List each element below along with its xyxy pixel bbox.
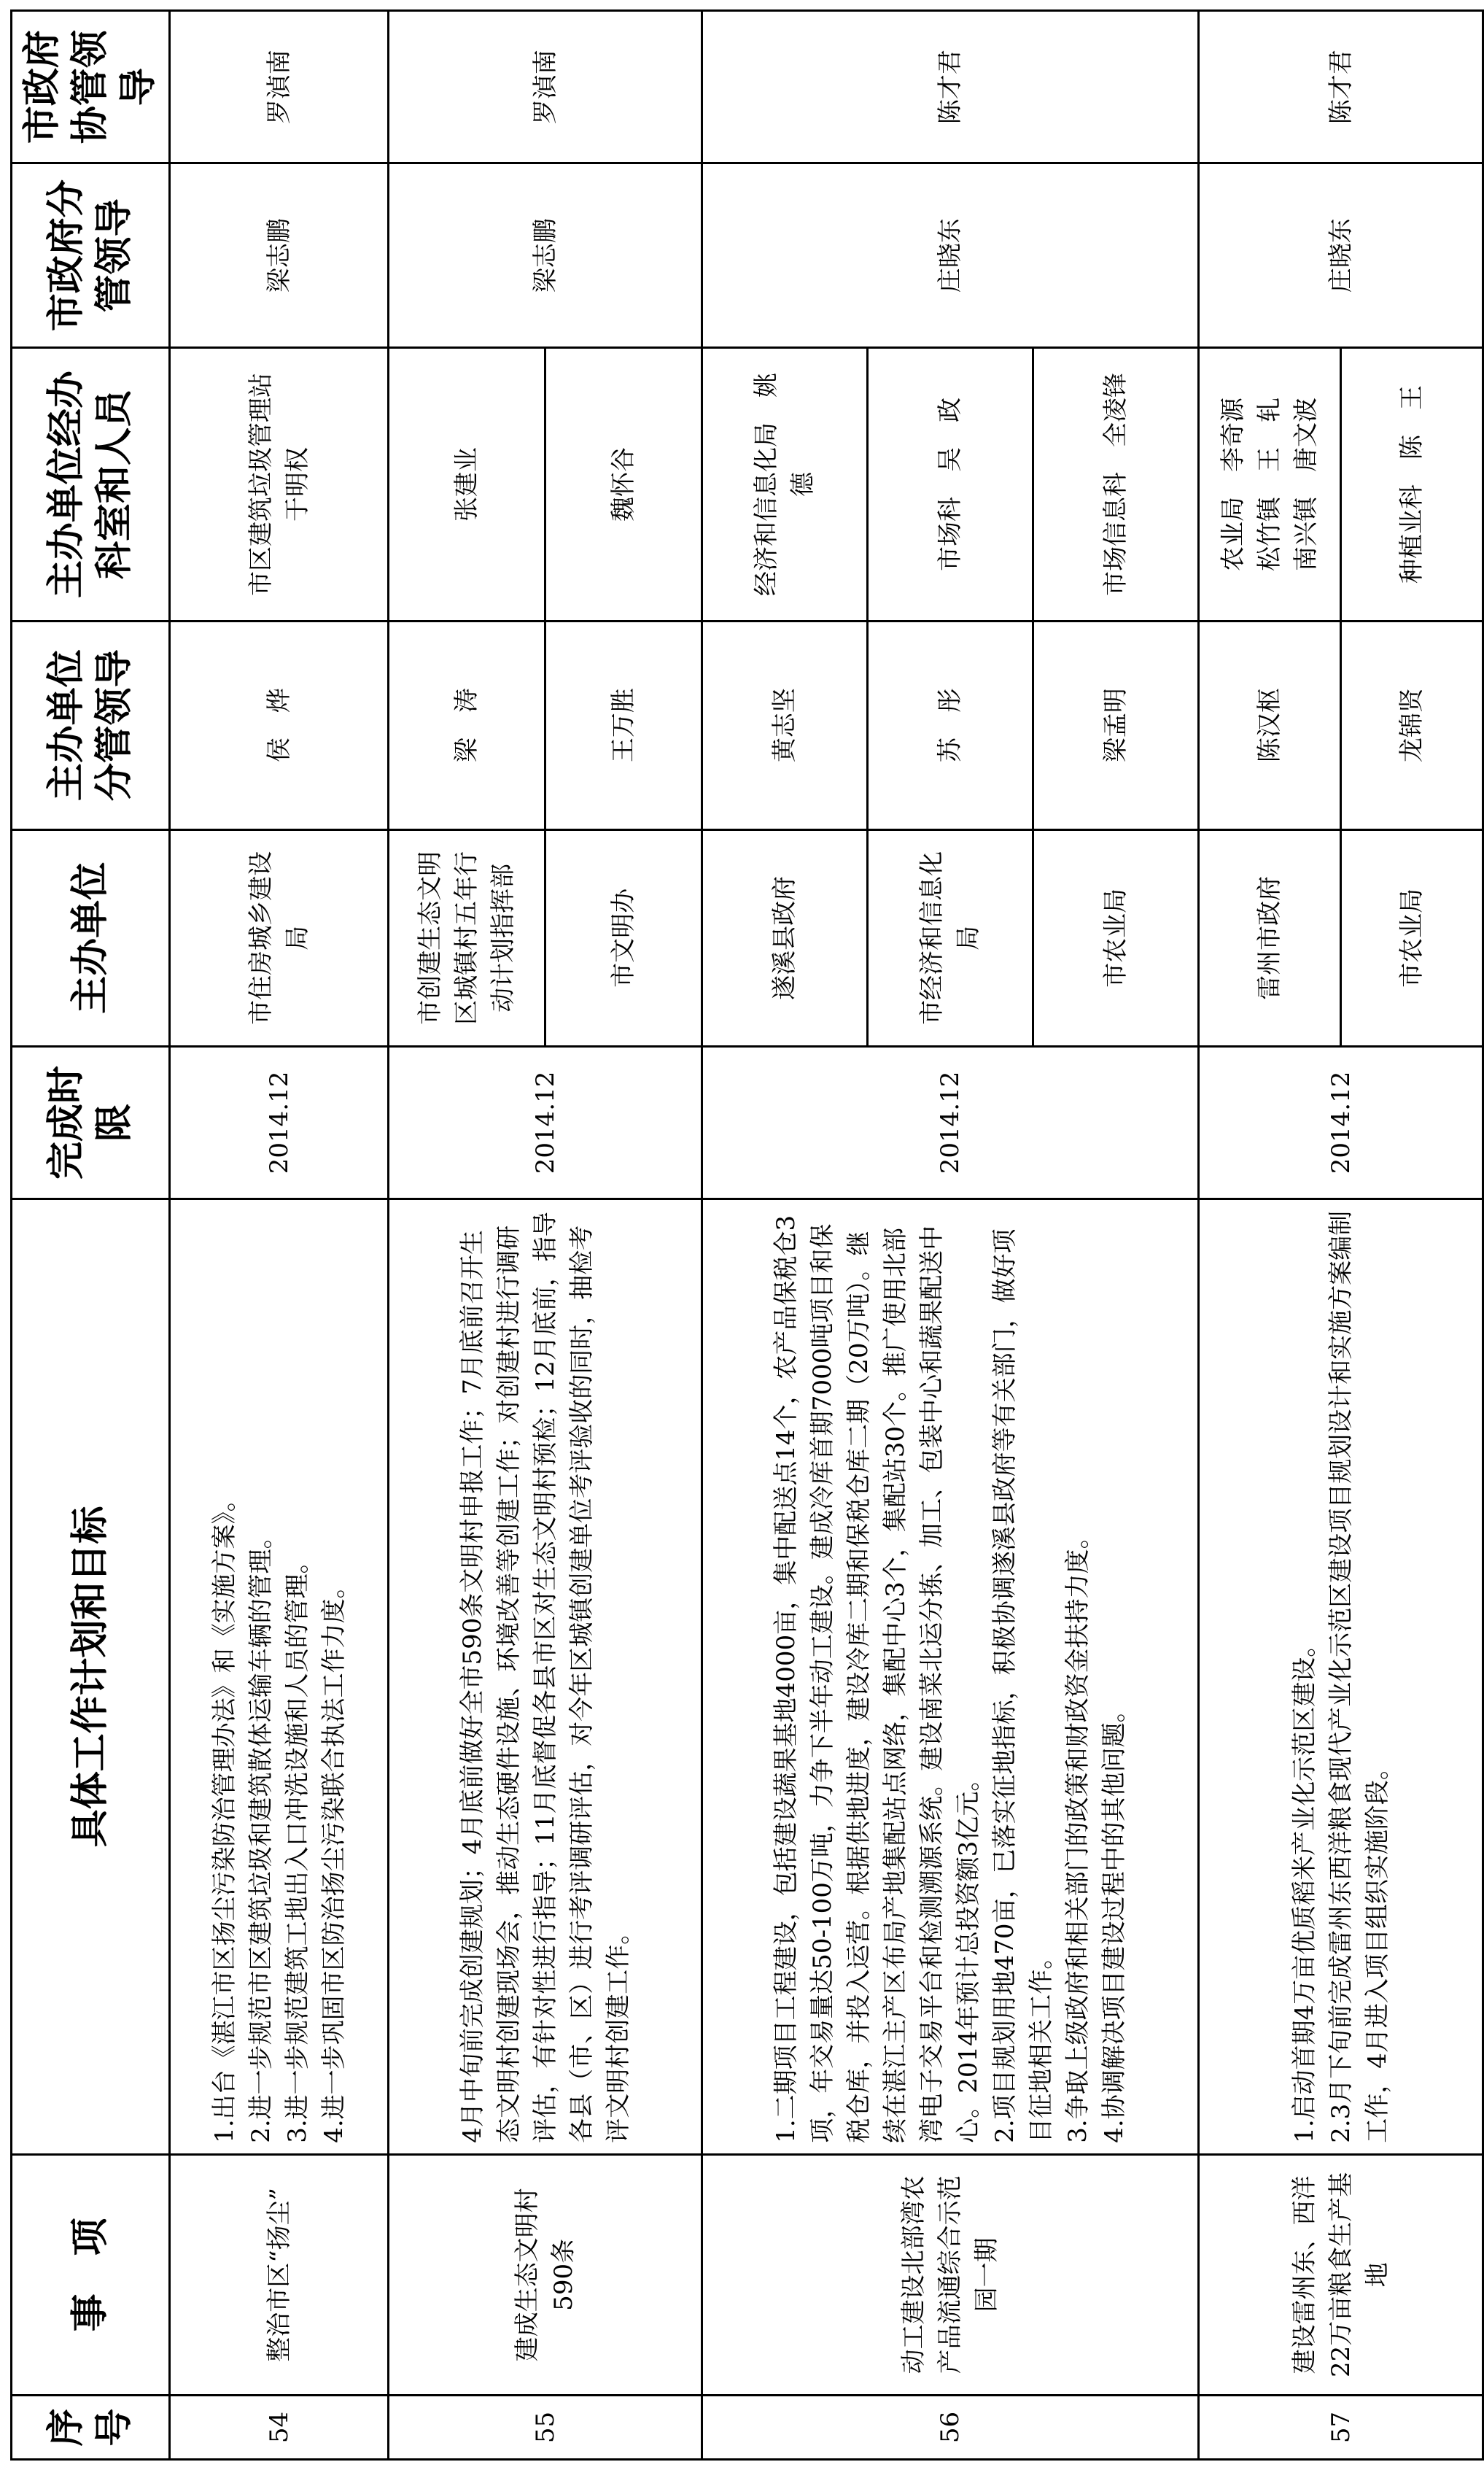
header-jingban: 主办单位经办科室和人员 xyxy=(12,348,170,621)
row-details xyxy=(170,1199,389,2155)
staff-line: 松竹镇 王 轧 xyxy=(1255,397,1284,571)
host-unit: 市住房城乡建设局 xyxy=(170,829,389,1046)
row-deadline: 2014.12 xyxy=(170,1046,389,1199)
row-number: 57 xyxy=(1199,2395,1483,2459)
row-item: 整治市区“扬尘” xyxy=(170,2154,389,2395)
assist-leader: 罗湞南 xyxy=(389,11,702,163)
city-leader: 梁志鹏 xyxy=(170,163,389,348)
row-details xyxy=(389,1199,702,2155)
host-unit: 市文明办 xyxy=(545,829,702,1046)
detail-line: 2.3月下旬前完成雷州东西洋粮食现代产业化示范区建设项目规划设计和实施方案编制工作，4月进入项目组织实施阶段。 xyxy=(1326,1210,1392,2143)
detail-line: 3.进一步规范建筑工地出入口冲洗设施和人员的管理。 xyxy=(282,1549,312,2143)
unit-staff: 魏怀谷 xyxy=(545,348,702,621)
city-leader: 庄晓东 xyxy=(702,163,1199,348)
host-unit: 市农业局 xyxy=(1341,829,1483,1046)
row-deadline: 2014.12 xyxy=(702,1046,1199,1199)
detail-line: 4.协调解决项目建设过程中的其他问题。 xyxy=(1100,1697,1129,2143)
unit-leader: 侯 烨 xyxy=(170,621,389,829)
header-shixiang: 事 项 xyxy=(12,2154,170,2395)
table-row xyxy=(170,11,389,2460)
host-unit: 市经济和信息化局 xyxy=(868,829,1033,1046)
unit-staff: 经济和信息化局 姚 德 xyxy=(702,348,868,621)
host-unit: 市农业局 xyxy=(1033,829,1199,1046)
header-zhuban: 主办单位 xyxy=(12,829,170,1046)
detail-line: 2.项目规划用地470亩，已落实征地指标，积极协调遂溪县政府等有关部门，做好项目征地相关工作。 xyxy=(990,1228,1056,2143)
staff-line: 南兴镇 唐文波 xyxy=(1291,397,1321,571)
assist-leader: 罗湞南 xyxy=(170,11,389,163)
unit-leader: 陈汉枢 xyxy=(1199,621,1341,829)
header-fenguan: 主办单位分管领导 xyxy=(12,621,170,829)
detail-line: 1.出台《湛江市区扬尘污染防治管理办法》和《实施方案》。 xyxy=(209,1487,239,2143)
row-item: 动工建设北部湾农产品流通综合示范园一期 xyxy=(702,2154,1199,2395)
detail-line: 3.争取上级政府和相关部门的政策和财政资金扶持力度。 xyxy=(1063,1524,1092,2143)
detail-line: 1.启动首期4万亩优质稻米产业化示范区建设。 xyxy=(1289,1632,1319,2143)
header-fenguan-sz: 市政府分管领导 xyxy=(12,163,170,348)
header-row xyxy=(12,11,170,2460)
row-deadline: 2014.12 xyxy=(1199,1046,1483,1199)
unit-leader: 苏 彤 xyxy=(868,621,1033,829)
row-details xyxy=(1199,1199,1483,2155)
unit-staff: 种植业科 陈 王 xyxy=(1341,348,1483,621)
row-number: 56 xyxy=(702,2395,1199,2459)
header-shixian: 完成时限 xyxy=(12,1046,170,1199)
city-leader: 梁志鹏 xyxy=(389,163,702,348)
unit-leader: 龙锦贤 xyxy=(1341,621,1483,829)
row-item: 建设雷州东、西洋22万亩粮食生产基地 xyxy=(1199,2154,1483,2395)
row-number: 55 xyxy=(389,2395,702,2459)
detail-line: 4.进一步巩固市区防治扬尘污染联合执法工作力度。 xyxy=(319,1573,349,2143)
header-xieguan-sz: 市政府协管领导 xyxy=(12,11,170,163)
table-body xyxy=(170,11,1483,2460)
row-deadline: 2014.12 xyxy=(389,1046,702,1199)
unit-staff: 张建业 xyxy=(389,348,545,621)
detail-line: 4月中旬前完成创建规划；4月底前做好全市590条文明村申报工作；7月底前召开生态文明村创建现场会，推动生态硬件设施、环境改善等创建工作；对创建村进行调研评估，有针对性进行指导；11月底督促各县市区对生态文明村预检；12月底前，指导各县（市、区）进行考评调研评估，对今年区城镇创建单位考评验收的同时，抽检考评文明村创建工作。 xyxy=(457,1212,633,2143)
row-details xyxy=(702,1199,1199,2155)
staff-line: 农业局 李奇源 xyxy=(1219,397,1248,571)
unit-leader: 梁 涛 xyxy=(389,621,545,829)
unit-leader: 黄志坚 xyxy=(702,621,868,829)
city-leader: 庄晓东 xyxy=(1199,163,1483,348)
assist-leader: 陈才君 xyxy=(1199,11,1483,163)
unit-staff: 市场信息科 全凌锋 xyxy=(1033,348,1199,621)
unit-leader: 梁孟明 xyxy=(1033,621,1199,829)
host-unit: 市创建生态文明区城镇村五年行动计划指挥部 xyxy=(389,829,545,1046)
assist-leader: 陈才君 xyxy=(702,11,1199,163)
host-unit: 雷州市政府 xyxy=(1199,829,1341,1046)
unit-staff: 市区建筑垃圾管理站 于明权 xyxy=(170,348,389,621)
header-jihua: 具体工作计划和目标 xyxy=(12,1199,170,2155)
unit-staff xyxy=(1199,348,1341,621)
row-item: 建成生态文明村590条 xyxy=(389,2154,702,2395)
row-number: 54 xyxy=(170,2395,389,2459)
work-plan-table xyxy=(10,9,1484,2461)
detail-line: 1.二期项目工程建设，包括建设蔬果基地4000亩，集中配送点14个，农产品保税仓3项，年交易量达50-100万吨，力争下半年动工建设。建成冷库首期7000吨项目和保税仓库，并投入运营。根据供地进度，建设冷库二期和保税仓库二期（20万吨）。继续在湛江主产区布局产地集配站点网络，集配中心3个，集配站30个。推广使用北部湾电子交易平台和检测溯源系统。建设南菜北运分拣、加工、包装中心和蔬果配送中心。2014年预计总投资额3亿元。 xyxy=(772,1215,983,2143)
host-unit: 遂溪县政府 xyxy=(702,829,868,1046)
table-row xyxy=(1199,11,1341,2460)
header-xuhao: 序号 xyxy=(12,2395,170,2459)
table-row xyxy=(389,11,545,2460)
unit-leader: 王万胜 xyxy=(545,621,702,829)
unit-staff: 市场科 吴 政 xyxy=(868,348,1033,621)
table-row xyxy=(702,11,868,2460)
detail-line: 2.进一步规范市区建筑垃圾和建筑散体运输车辆的管理。 xyxy=(246,1524,276,2143)
